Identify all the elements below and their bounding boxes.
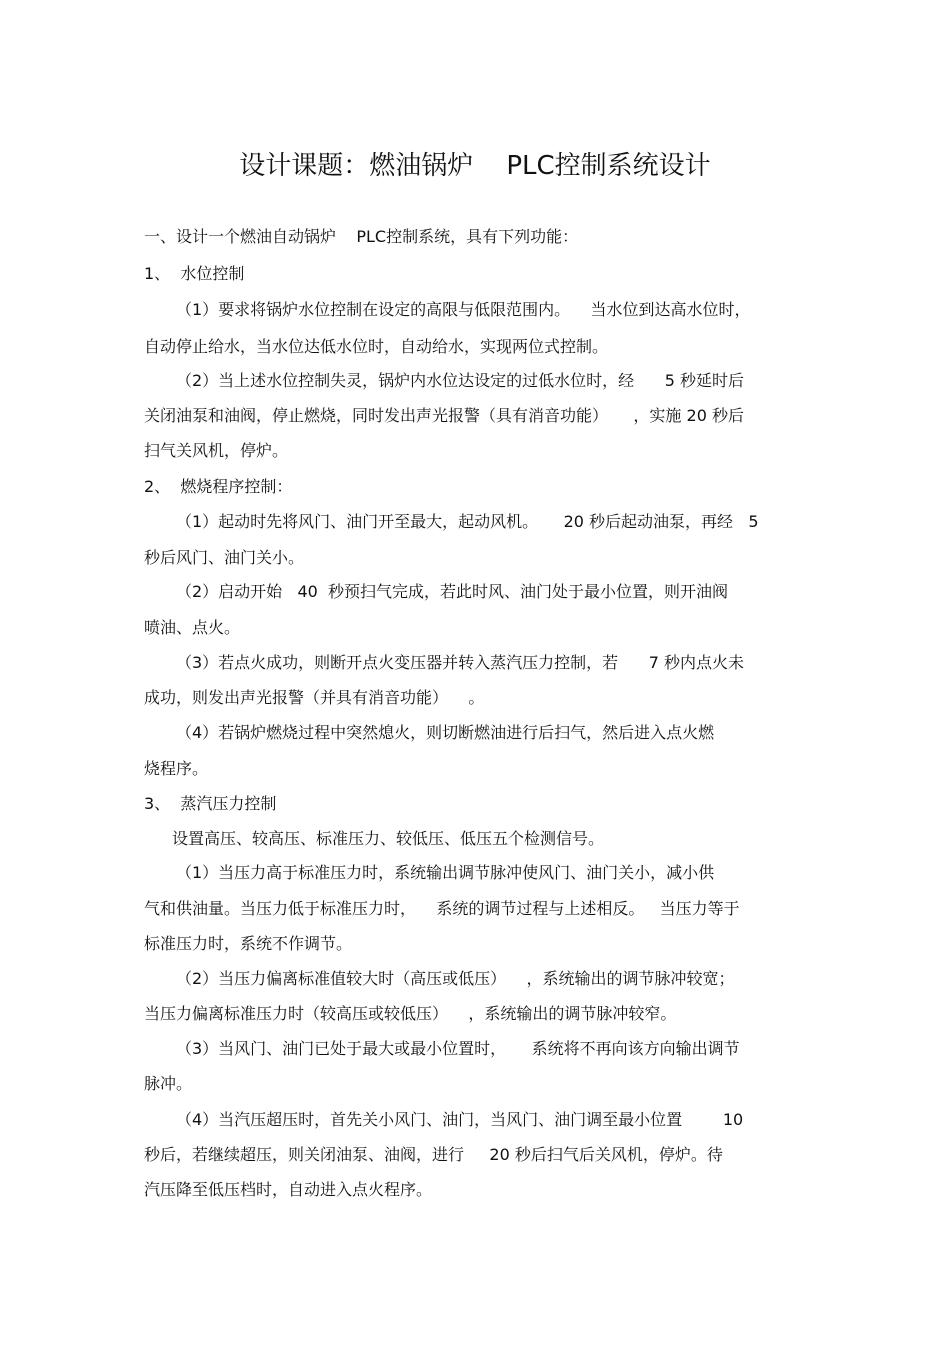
paragraph-line: （4）若锅炉燃烧过程中突然熄火，则切断燃油进行后扫气，然后进入点火燃 [176,723,715,742]
heading-combustion: 2、 燃烧程序控制： [144,477,293,496]
paragraph-line: （2）启动开始 40 秒预扫气完成，若此时风、油门处于最小位置，则开油阀 [176,582,728,601]
paragraph-line: （2）当上述水位控制失灵，锅炉内水位达设定的过低水位时，经 5 秒延时后 [176,371,744,390]
paragraph-line: 烧程序。 [144,759,209,778]
paragraph-line: （1）当压力高于标准压力时，系统输出调节脉冲使风门、油门关小，减小供 [176,863,715,882]
paragraph-line: 设置高压、较高压、标准压力、较低压、低压五个检测信号。 [172,829,605,848]
paragraph-line: 秒后风门、油门关小。 [144,548,305,567]
paragraph-line: （2）当压力偏离标准值较大时（高压或低压） ，系统输出的调节脉冲较宽； [176,969,735,988]
paragraph-line: 成功，则发出声光报警（并具有消音功能） 。 [144,688,485,707]
document-title: 设计课题：燃油锅炉 PLC控制系统设计 [239,151,711,181]
heading-steam-pressure: 3、 蒸汽压力控制 [144,794,277,813]
paragraph-line: （1）要求将锅炉水位控制在设定的高限与低限范围内。 当水位到达高水位时， [176,300,751,319]
paragraph-line: 自动停止给水，当水位达低水位时，自动给水，实现两位式控制。 [144,337,609,356]
paragraph-line: 脉冲。 [144,1074,193,1093]
paragraph-line: 扫气关风机，停炉。 [144,441,289,460]
paragraph-line: 当压力偏离标准压力时（较高压或较低压） ，系统输出的调节脉冲较窄。 [144,1004,677,1023]
paragraph-line: 标准压力时，系统不作调节。 [144,934,353,953]
paragraph-line: （3）若点火成功，则断开点火变压器并转入蒸汽压力控制，若 7 秒内点火未 [176,653,744,672]
paragraph-line: 秒后，若继续超压，则关闭油泵、油阀，进行 20 秒后扫气后关风机，停炉。待 [144,1145,723,1164]
heading-water-level: 1、 水位控制 [144,264,245,283]
paragraph-line: （4）当汽压超压时，首先关小风门、油门，当风门、油门调至最小位置 10 [176,1110,744,1129]
paragraph-line: 关闭油泵和油阀，停止燃烧，同时发出声光报警（具有消音功能） ，实施 20 秒后 [144,406,744,425]
paragraph-line: 汽压降至低压档时，自动进入点火程序。 [144,1180,433,1199]
paragraph-line: 气和供油量。当压力低于标准压力时， 系统的调节过程与上述相反。 当压力等于 [144,899,740,918]
paragraph-line: 喷油、点火。 [144,618,241,637]
paragraph-line: （1）起动时先将风门、油门开至最大，起动风机。 20 秒后起动油泵，再经 5 [176,512,759,531]
paragraph-line: （3）当风门、油门已处于最大或最小位置时， 系统将不再向该方向输出调节 [176,1039,740,1058]
section-intro: 一、设计一个燃油自动锅炉 PLC控制系统，具有下列功能： [144,227,579,246]
